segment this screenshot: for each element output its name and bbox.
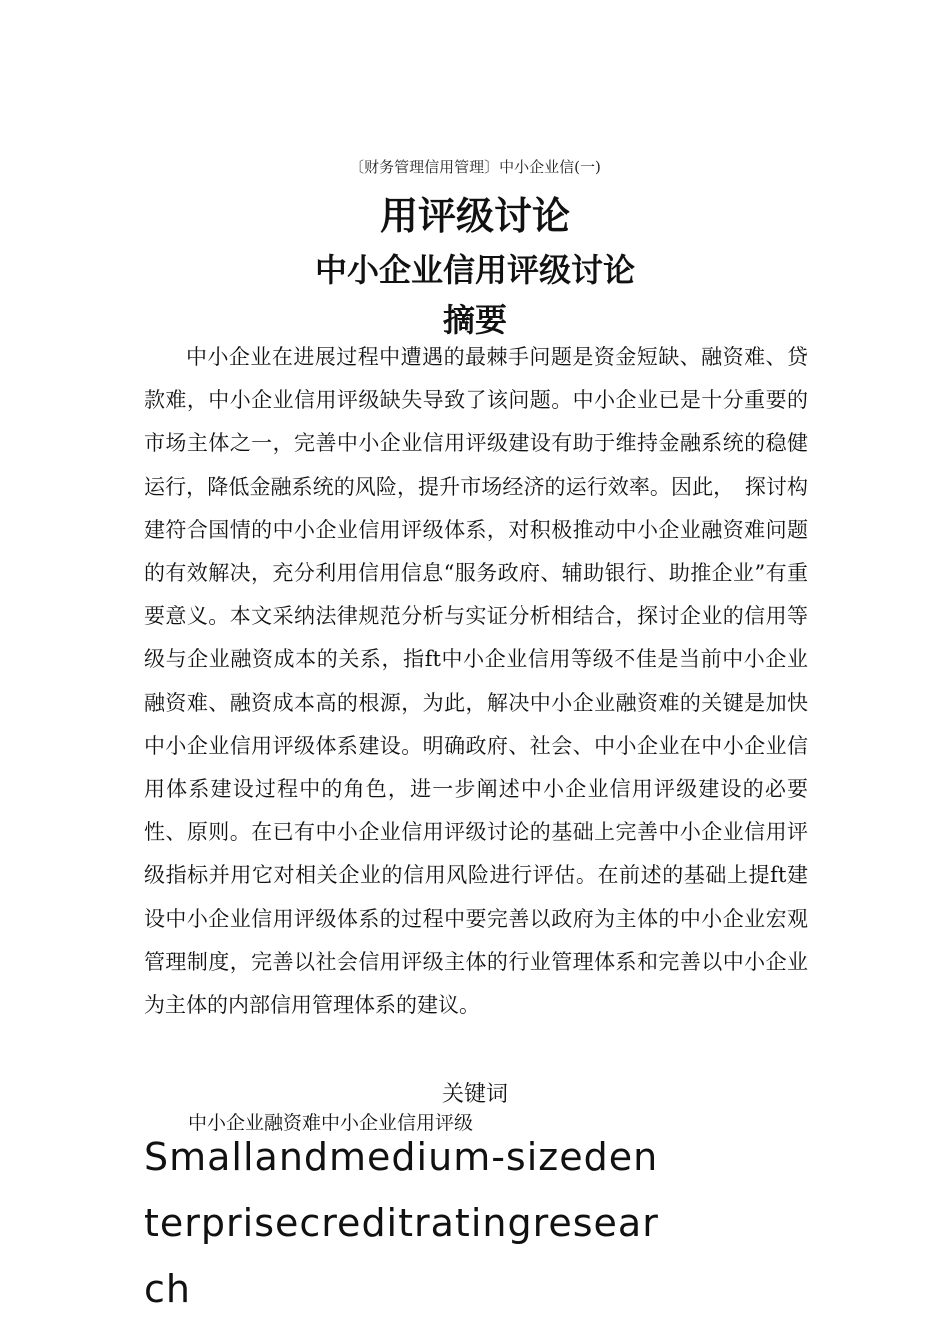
title-line-2: 中小企业信用评级讨论 <box>314 251 635 289</box>
document-header: 〔财务管理信用管理〕中小企业信(一) <box>349 158 601 176</box>
keywords-text: 中小企业融资难中小企业信用评级 <box>188 1112 474 1134</box>
english-title: Smallandmedium-sizedenterprisecreditratingresearch <box>144 1135 659 1311</box>
abstract-body: 中小企业在进展过程中遭遇的最棘手问题是资金短缺、融资难、贷款难，中小企业信用评级缺失导致了该问题。中小企业已是十分重要的市场主体之一，完善中小企业信用评级建设有助于维持金融系统的稳健运行，降低金融系统的风险，提升市场经济的运行效率。因此， 探讨构建符合国情的中小企业信用评级体系，对积极推动中小企业融资难问题的有效解决，充分利用信用信息“服务政府、辅助银行、助推企业”有重要意义。本文采纳法律规范分析与实证分析相结合，探讨企业的信用等级与企业融资成本的关系，指ft中小企业信用等级不佳是当前中小企业融资难、融资成本高的根源，为此，解决中小企业融资难的关键是加快中小企业信用评级体系建设。明确政府、社会、中小企业在中小企业信用体系建设过程中的角色，进一步阐述中小企业信用评级建设的必要性、原则。在已有中小企业信用评级讨论的基础上完善中小企业信用评级指标并用它对相关企业的信用风险进行评估。在前述的基础上提ft建设中小企业信用评级体系的过程中要完善以政府为主体的中小企业宏观管理制度，完善以社会信用评级主体的行业管理体系和完善以中小企业为主体的内部信用管理体系的建议。 <box>144 345 808 1018</box>
abstract-heading: 摘要 <box>442 301 507 339</box>
keywords-heading: 关键词 <box>441 1082 508 1107</box>
title-line-1: 用评级讨论 <box>379 194 570 238</box>
